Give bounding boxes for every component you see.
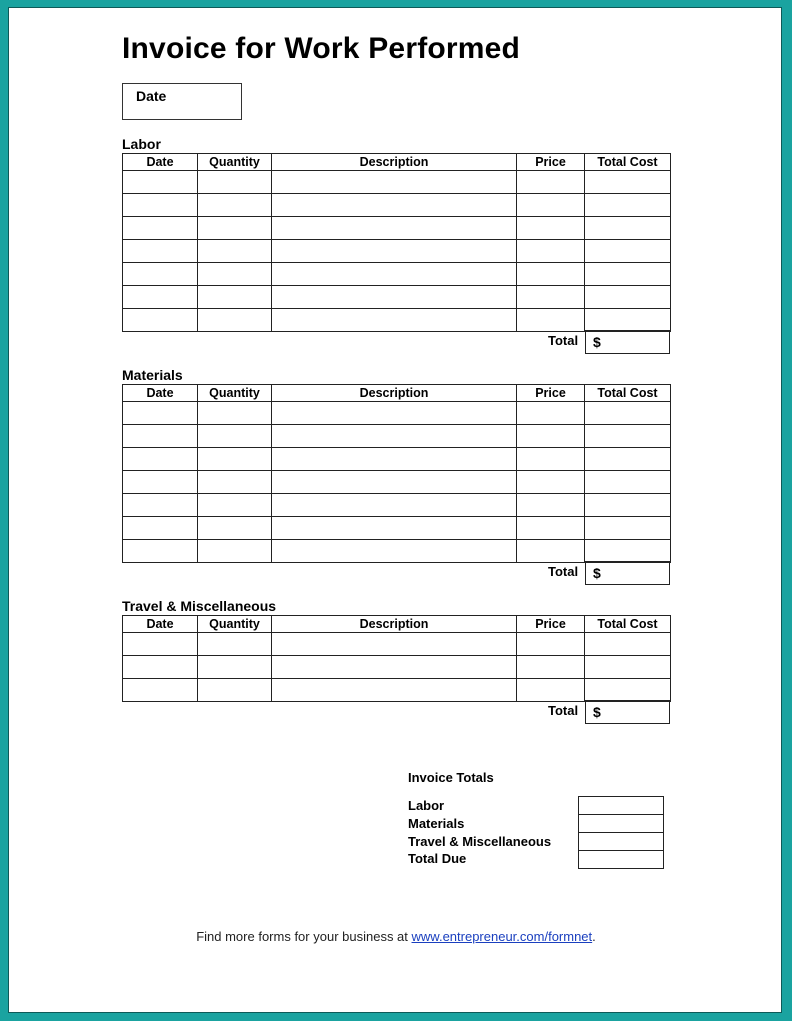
labor-total-field[interactable]: $ bbox=[585, 330, 670, 354]
cell[interactable] bbox=[517, 425, 585, 448]
labor-total-label: Total bbox=[548, 333, 579, 348]
cell[interactable] bbox=[585, 309, 671, 332]
cell[interactable] bbox=[198, 171, 272, 194]
col-price: Price bbox=[517, 154, 585, 171]
cell[interactable] bbox=[198, 194, 272, 217]
cell[interactable] bbox=[123, 425, 198, 448]
cell[interactable] bbox=[198, 309, 272, 332]
cell[interactable] bbox=[517, 286, 585, 309]
cell[interactable] bbox=[585, 240, 671, 263]
cell[interactable] bbox=[585, 517, 671, 540]
invoice-totals-travel-label: Travel & Miscellaneous bbox=[408, 834, 552, 849]
cell[interactable] bbox=[272, 194, 517, 217]
materials-header-row bbox=[123, 385, 671, 402]
labor-section-title: Labor bbox=[122, 136, 161, 152]
cell[interactable] bbox=[517, 240, 585, 263]
cell[interactable] bbox=[585, 679, 671, 702]
footer-link[interactable]: www.entrepreneur.com/formnet bbox=[411, 929, 593, 944]
page-title: Invoice for Work Performed bbox=[122, 32, 521, 65]
table-row bbox=[123, 471, 671, 494]
col-total-cost: Total Cost bbox=[585, 616, 671, 633]
cell[interactable] bbox=[198, 240, 272, 263]
cell[interactable] bbox=[272, 471, 517, 494]
cell[interactable] bbox=[272, 309, 517, 332]
travel-table bbox=[122, 615, 671, 702]
cell[interactable] bbox=[585, 425, 671, 448]
travel-total-field[interactable]: $ bbox=[585, 700, 670, 724]
invoice-totals-materials-label: Materials bbox=[408, 816, 465, 831]
cell[interactable] bbox=[517, 494, 585, 517]
cell[interactable] bbox=[198, 656, 272, 679]
date-field-label: Date bbox=[136, 88, 167, 104]
cell[interactable] bbox=[123, 402, 198, 425]
footer-prefix: Find more forms for your business at bbox=[196, 929, 412, 944]
cell[interactable] bbox=[123, 679, 198, 702]
cell[interactable] bbox=[272, 448, 517, 471]
cell[interactable] bbox=[123, 540, 198, 563]
cell[interactable] bbox=[272, 679, 517, 702]
cell[interactable] bbox=[585, 171, 671, 194]
cell[interactable] bbox=[123, 194, 198, 217]
cell[interactable] bbox=[123, 448, 198, 471]
date-field[interactable] bbox=[122, 83, 242, 120]
cell[interactable] bbox=[517, 402, 585, 425]
col-quantity: Quantity bbox=[198, 385, 272, 402]
cell[interactable] bbox=[517, 540, 585, 563]
cell[interactable] bbox=[198, 679, 272, 702]
cell[interactable] bbox=[198, 217, 272, 240]
table-row bbox=[123, 540, 671, 563]
cell[interactable] bbox=[585, 448, 671, 471]
col-date: Date bbox=[123, 616, 198, 633]
table-row bbox=[123, 240, 671, 263]
cell[interactable] bbox=[585, 633, 671, 656]
cell[interactable] bbox=[198, 448, 272, 471]
cell[interactable] bbox=[123, 471, 198, 494]
cell[interactable] bbox=[123, 171, 198, 194]
cell[interactable] bbox=[272, 517, 517, 540]
table-row bbox=[123, 171, 671, 194]
cell[interactable] bbox=[198, 633, 272, 656]
cell[interactable] bbox=[272, 540, 517, 563]
col-date: Date bbox=[123, 385, 198, 402]
cell[interactable] bbox=[272, 656, 517, 679]
footer-note bbox=[9, 929, 783, 944]
table-row bbox=[123, 194, 671, 217]
cell[interactable] bbox=[517, 448, 585, 471]
table-row bbox=[123, 494, 671, 517]
cell[interactable] bbox=[198, 263, 272, 286]
cell[interactable] bbox=[123, 633, 198, 656]
invoice-page bbox=[8, 7, 782, 1013]
col-quantity: Quantity bbox=[198, 154, 272, 171]
cell[interactable] bbox=[585, 656, 671, 679]
cell[interactable] bbox=[585, 402, 671, 425]
cell[interactable] bbox=[272, 263, 517, 286]
cell[interactable] bbox=[517, 471, 585, 494]
invoice-totals-travel-field[interactable] bbox=[578, 832, 664, 851]
materials-table bbox=[122, 384, 671, 563]
cell[interactable] bbox=[517, 656, 585, 679]
col-quantity: Quantity bbox=[198, 616, 272, 633]
cell[interactable] bbox=[517, 679, 585, 702]
materials-section-title: Materials bbox=[122, 367, 183, 383]
invoice-totals-total-due-field[interactable] bbox=[578, 850, 664, 869]
cell[interactable] bbox=[585, 286, 671, 309]
cell[interactable] bbox=[198, 425, 272, 448]
table-row bbox=[123, 217, 671, 240]
cell[interactable] bbox=[272, 494, 517, 517]
cell[interactable] bbox=[517, 194, 585, 217]
col-description: Description bbox=[272, 616, 517, 633]
travel-header-row bbox=[123, 616, 671, 633]
cell[interactable] bbox=[585, 263, 671, 286]
cell[interactable] bbox=[272, 286, 517, 309]
table-row bbox=[123, 425, 671, 448]
cell[interactable] bbox=[517, 633, 585, 656]
table-row bbox=[123, 517, 671, 540]
invoice-totals-total-due-label: Total Due bbox=[408, 851, 467, 866]
cell[interactable] bbox=[585, 494, 671, 517]
travel-section-title: Travel & Miscellaneous bbox=[122, 598, 277, 614]
cell[interactable] bbox=[198, 517, 272, 540]
cell[interactable] bbox=[272, 633, 517, 656]
table-row bbox=[123, 448, 671, 471]
cell[interactable] bbox=[585, 471, 671, 494]
cell[interactable] bbox=[517, 263, 585, 286]
cell[interactable] bbox=[517, 309, 585, 332]
col-total-cost: Total Cost bbox=[585, 154, 671, 171]
invoice-totals-labor-label: Labor bbox=[408, 798, 445, 813]
table-row bbox=[123, 309, 671, 332]
labor-header-row bbox=[123, 154, 671, 171]
cell[interactable] bbox=[123, 309, 198, 332]
cell[interactable] bbox=[123, 263, 198, 286]
cell[interactable] bbox=[517, 171, 585, 194]
cell[interactable] bbox=[123, 517, 198, 540]
cell[interactable] bbox=[585, 217, 671, 240]
cell[interactable] bbox=[272, 240, 517, 263]
col-total-cost: Total Cost bbox=[585, 385, 671, 402]
invoice-totals-labor-field[interactable] bbox=[578, 796, 664, 815]
cell[interactable] bbox=[198, 286, 272, 309]
cell[interactable] bbox=[198, 471, 272, 494]
table-row bbox=[123, 286, 671, 309]
invoice-totals-materials-field[interactable] bbox=[578, 814, 664, 833]
table-row bbox=[123, 263, 671, 286]
footer-suffix: . bbox=[592, 929, 596, 944]
col-date: Date bbox=[123, 154, 198, 171]
cell[interactable] bbox=[123, 217, 198, 240]
cell[interactable] bbox=[198, 540, 272, 563]
cell[interactable] bbox=[272, 425, 517, 448]
materials-total-label: Total bbox=[548, 564, 579, 579]
table-row bbox=[123, 402, 671, 425]
col-description: Description bbox=[272, 385, 517, 402]
cell[interactable] bbox=[123, 656, 198, 679]
cell[interactable] bbox=[123, 286, 198, 309]
col-price: Price bbox=[517, 616, 585, 633]
travel-total-label: Total bbox=[548, 703, 579, 718]
table-row bbox=[123, 633, 671, 656]
col-price: Price bbox=[517, 385, 585, 402]
cell[interactable] bbox=[585, 540, 671, 563]
cell[interactable] bbox=[517, 517, 585, 540]
materials-total-field[interactable]: $ bbox=[585, 561, 670, 585]
labor-table bbox=[122, 153, 671, 332]
cell[interactable] bbox=[272, 171, 517, 194]
cell[interactable] bbox=[198, 402, 272, 425]
cell[interactable] bbox=[517, 217, 585, 240]
table-row bbox=[123, 656, 671, 679]
invoice-totals-title: Invoice Totals bbox=[408, 770, 494, 785]
cell[interactable] bbox=[123, 494, 198, 517]
cell[interactable] bbox=[272, 402, 517, 425]
cell[interactable] bbox=[198, 494, 272, 517]
table-row bbox=[123, 679, 671, 702]
col-description: Description bbox=[272, 154, 517, 171]
cell[interactable] bbox=[585, 194, 671, 217]
cell[interactable] bbox=[272, 217, 517, 240]
cell[interactable] bbox=[123, 240, 198, 263]
